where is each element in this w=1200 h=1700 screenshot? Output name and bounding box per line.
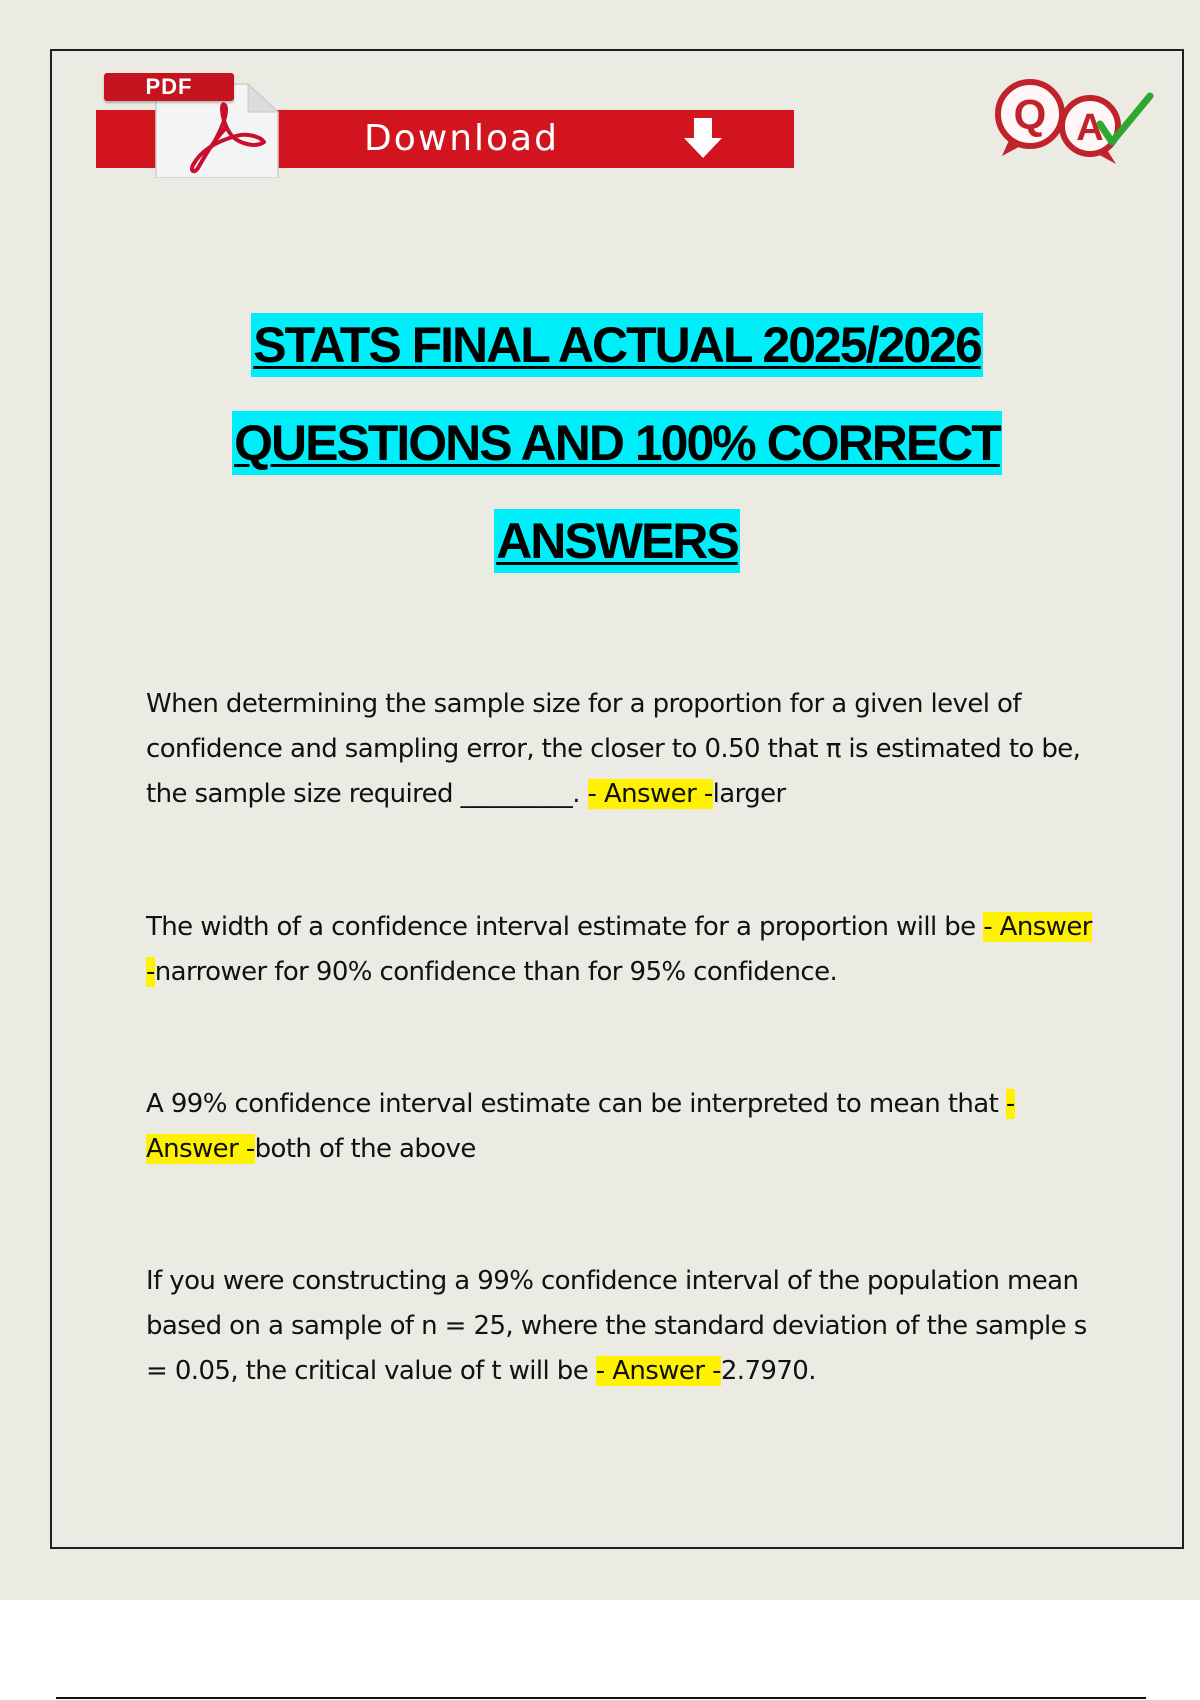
document-title: [50, 313, 1184, 607]
answer-marker: - Answer -: [595, 1356, 721, 1386]
title-line-2: QUESTIONS AND 100% CORRECT: [232, 411, 1002, 475]
qa-logo: [988, 70, 1158, 170]
title-line: [50, 411, 1184, 509]
qa-item-4: [146, 1259, 1106, 1394]
answer-text: 2.7970.: [720, 1356, 816, 1386]
question-text: When determining the sample size for a proportion for a given level of confidence and sampling error, the closer to 0.50 that π is estimated to be, the sample size required _________.: [146, 689, 1081, 809]
answer-marker: - Answer -: [587, 779, 713, 809]
title-line-1: STATS FINAL ACTUAL 2025/2026: [251, 313, 983, 377]
download-label[interactable]: Download: [364, 118, 559, 159]
question-text: If you were constructing a 99% confidence interval of the population mean based on a sample of n = 25, where the standard deviation of the sample s = 0.05, the critical value of t will be: [146, 1266, 1087, 1386]
logo-q: Q: [1013, 91, 1047, 138]
question-text: The width of a confidence interval estimate for a proportion will be: [146, 912, 976, 942]
title-line: [50, 313, 1184, 411]
title-line: [50, 509, 1184, 607]
pdf-label: PDF: [145, 74, 193, 99]
bottom-rule: [56, 1697, 1146, 1699]
answer-text: both of the above: [254, 1134, 476, 1164]
logo-a: A: [1076, 107, 1104, 149]
answer-text: narrower for 90% confidence than for 95% confidence.: [154, 957, 838, 987]
question-text: A 99% confidence interval estimate can be interpreted to mean that: [146, 1089, 999, 1119]
pdf-download-banner[interactable]: [96, 70, 794, 178]
qa-speech-bubble-icon: [988, 70, 1158, 170]
qa-item-1: [146, 682, 1106, 817]
answer-marker: - Answer -: [146, 1089, 1015, 1164]
answer-marker: - Answer -: [146, 912, 1092, 987]
qa-item-3: [146, 1082, 1106, 1172]
download-arrow-icon[interactable]: [680, 114, 726, 164]
title-line-3: ANSWERS: [494, 509, 740, 573]
qa-item-2: [146, 905, 1106, 995]
answer-text: larger: [712, 779, 786, 809]
